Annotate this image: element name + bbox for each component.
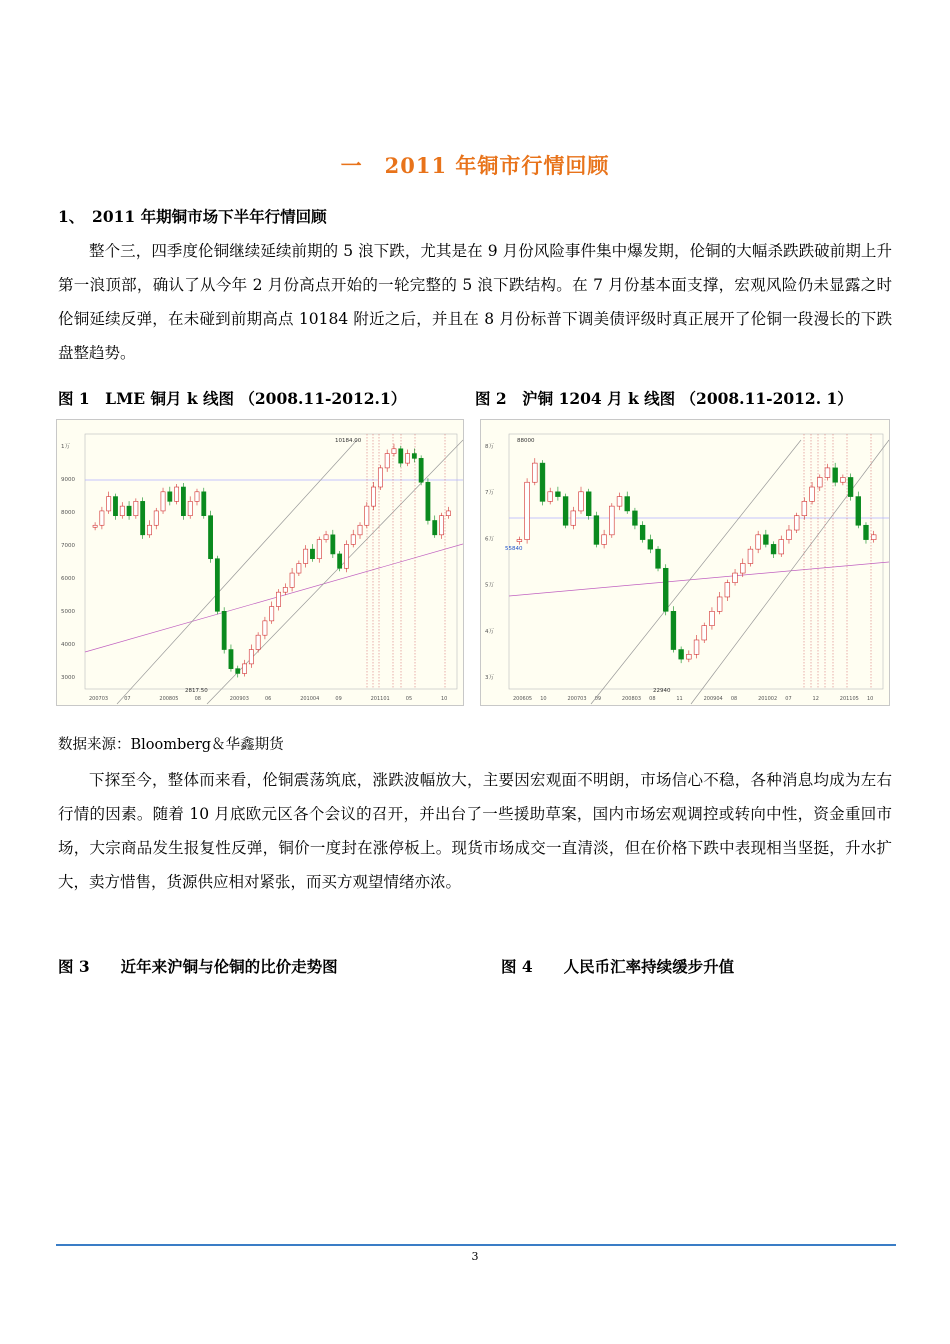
y-tick-label: 8万: [485, 444, 494, 450]
x-tick-label: 09: [335, 696, 342, 702]
candle-body: [563, 497, 568, 526]
y-tick-label: 6000: [61, 576, 75, 582]
candle-body: [633, 511, 638, 525]
candle-body: [763, 535, 768, 545]
figure-1-caption: 图 1 LME 铜月 k 线图 （2008.11-2012.1）: [58, 389, 407, 408]
candle-body: [794, 516, 799, 530]
candle-body: [405, 454, 409, 464]
y-tick-label: 8000: [61, 510, 75, 516]
candle-body: [276, 592, 280, 606]
candle-body: [297, 564, 301, 574]
paragraph-1: 整个三，四季度伦铜继续延续前期的 5 浪下跌，尤其是在 9 月份风险事件集中爆发期，伦铜的大幅杀跌跌破前期上升第一浪顶部，确认了从今年 2 月份高点开始的一轮完整的 5 浪下跌结构。在 7 月份基本面支撑，宏观风险仍未显露之时伦铜延续反弹，在未碰到前期高点 10184 附近之后，并且在 8 月份标普下调美债评级时真正展开了伦铜一段漫长的下跌盘整趋势。: [58, 242, 892, 362]
y-tick-label: 5万: [485, 582, 494, 589]
x-tick-label: 10: [441, 696, 448, 702]
candle-body: [439, 516, 443, 535]
candle-body: [556, 492, 561, 497]
candle-body: [181, 487, 185, 516]
x-tick-label: 201105: [839, 696, 859, 702]
x-tick-label: 200904: [703, 696, 723, 702]
shfe-copper-1204-monthly-kline-chart: [480, 419, 890, 706]
x-tick-label: 08: [649, 696, 656, 702]
y-tick-label: 4万: [485, 628, 494, 635]
x-tick-label: 201004: [300, 696, 320, 702]
sub-heading: 1、 2011 年期铜市场下半年行情回顾: [58, 207, 327, 226]
candle-body: [717, 597, 722, 611]
candle-body: [810, 487, 815, 501]
x-tick-label: 10: [867, 696, 874, 702]
figure-2-caption: 图 2 沪铜 1204 月 k 线图 （2008.11-2012. 1）: [475, 389, 853, 408]
candle-body: [168, 492, 172, 502]
candle-body: [602, 535, 607, 545]
candle-body: [161, 492, 165, 511]
x-tick-label: 07: [124, 696, 131, 702]
candle-body: [840, 477, 845, 482]
candle-body: [229, 650, 233, 669]
candle-body: [856, 497, 861, 526]
candle-body: [188, 501, 192, 515]
paragraph-2: 下探至今，整体而来看，伦铜震荡筑底，涨跌波幅放大，主要因宏观面不明朗，市场信心不稳，各种消息均成为左右行情的因素。随着 10 月底欧元区各个会议的召开，并出台了一些援助草案，国内市场宏观调控或转向中性，资金重回市场，大宗商品发生报复性反弹，铜价一度封在涨停板上。现货市场成交一直清淡，但在价格下跌中表现相当坚挺，升水扩大，卖方惜售，货源供应相对紧张，而买方观望情绪亦浓。: [58, 771, 892, 891]
candle-body: [120, 506, 124, 516]
x-tick-label: 201002: [758, 696, 778, 702]
trend-line: [509, 562, 889, 596]
lme-copper-monthly-kline-chart: [56, 419, 464, 706]
x-tick-label: 200605: [513, 696, 533, 702]
candle-body: [679, 650, 684, 660]
y-tick-label: 5000: [61, 609, 75, 615]
candle-body: [517, 540, 522, 542]
candle-body: [625, 497, 630, 511]
y-tick-label: 3000: [61, 675, 75, 681]
candle-body: [779, 540, 784, 554]
y-tick-label: 6万: [485, 536, 494, 543]
y-tick-label: 3万: [485, 675, 494, 681]
candle-body: [304, 549, 308, 563]
candle-body: [710, 611, 715, 625]
candle-body: [594, 516, 599, 545]
candle-body: [270, 607, 274, 621]
candle-body: [147, 525, 151, 535]
candle-body: [848, 477, 853, 496]
x-tick-label: 08: [730, 696, 738, 702]
candle-body: [154, 511, 158, 525]
y-tick-label: 9000: [61, 477, 75, 483]
candle-body: [236, 669, 240, 674]
candle-body: [871, 535, 876, 540]
trend-line: [117, 440, 357, 704]
candle-body: [702, 626, 707, 640]
candle-body: [324, 535, 328, 540]
y-tick-label: 4000: [61, 642, 75, 648]
candle-body: [656, 549, 661, 568]
trend-line: [591, 440, 801, 704]
figure-4-caption: 图 4 人民币汇率持续缓步升值: [501, 957, 735, 976]
section-title: 一 2011 年铜市行情回顾: [340, 153, 610, 178]
candle-body: [371, 487, 375, 506]
candle-body: [617, 497, 622, 507]
candle-body: [263, 621, 267, 635]
candle-body: [686, 654, 691, 659]
x-tick-label: 201101: [370, 696, 390, 702]
candle-body: [825, 468, 830, 478]
x-tick-label: 09: [594, 696, 602, 702]
candle-body: [344, 544, 348, 568]
candle-body: [93, 525, 97, 527]
candle-body: [141, 501, 145, 534]
candle-body: [579, 492, 584, 511]
candle-body: [127, 506, 131, 516]
high-price-label: 88000: [517, 438, 535, 444]
candle-body: [392, 449, 396, 454]
candle-body: [426, 482, 430, 520]
x-tick-label: 10: [540, 696, 547, 702]
candle-body: [694, 640, 699, 654]
data-source: 数据来源：Bloomberg＆华鑫期货: [58, 737, 284, 753]
candle-body: [202, 492, 206, 516]
candle-body: [249, 650, 253, 664]
y-tick-label: 1万: [61, 444, 70, 450]
candle-body: [609, 506, 614, 535]
candle-body: [378, 468, 382, 487]
candle-body: [525, 482, 530, 539]
figure-3-caption: 图 3 近年来沪铜与伦铜的比价走势图: [58, 957, 338, 976]
page-number: 3: [471, 1250, 479, 1263]
candle-body: [756, 535, 761, 549]
candle-body: [771, 544, 776, 554]
candle-body: [446, 511, 450, 516]
candle-body: [748, 549, 753, 563]
candle-body: [864, 525, 869, 539]
candle-body: [290, 573, 294, 587]
candle-body: [787, 530, 792, 540]
candle-body: [740, 564, 745, 574]
x-tick-label: 200803: [621, 696, 642, 702]
candle-body: [195, 492, 199, 502]
x-tick-label: 200903: [229, 696, 249, 702]
candle-body: [586, 492, 591, 516]
candle-body: [208, 516, 212, 559]
candle-body: [134, 501, 138, 515]
candle-body: [802, 501, 807, 515]
x-tick-label: 05: [405, 696, 413, 702]
candle-body: [733, 573, 738, 583]
x-tick-label: 12: [812, 696, 819, 702]
y-tick-label: 7万: [485, 490, 494, 497]
candle-body: [419, 458, 423, 482]
candle-body: [365, 506, 369, 525]
candle-body: [412, 454, 416, 459]
candle-body: [433, 520, 437, 534]
candle-body: [338, 554, 342, 568]
footer-rule: [56, 1244, 896, 1246]
x-tick-label: 06: [265, 696, 272, 702]
candle-body: [399, 449, 403, 463]
y-tick-label: 7000: [61, 543, 75, 549]
candle-body: [648, 540, 653, 550]
x-tick-label: 08: [194, 696, 201, 702]
x-tick-label: 11: [676, 696, 683, 702]
candle-body: [833, 468, 838, 482]
trend-line: [691, 440, 889, 704]
candle-body: [640, 525, 645, 539]
candle-body: [317, 540, 321, 559]
candle-body: [548, 492, 553, 502]
low-price-label: 2817.50: [185, 688, 208, 694]
candle-body: [817, 477, 822, 487]
candle-body: [671, 611, 676, 649]
candle-body: [532, 463, 537, 482]
candle-body: [540, 463, 545, 501]
candle-body: [113, 497, 117, 516]
candle-body: [175, 487, 179, 501]
candle-body: [310, 549, 314, 559]
candle-body: [256, 635, 260, 649]
x-tick-label: 200805: [159, 696, 179, 702]
x-tick-label: 07: [785, 696, 792, 702]
candle-body: [100, 511, 104, 525]
candle-body: [215, 559, 219, 612]
candle-body: [331, 535, 335, 554]
trend-line: [85, 544, 463, 652]
candle-body: [242, 664, 246, 674]
x-tick-label: 200703: [567, 696, 587, 702]
low-price-label: 22940: [653, 688, 671, 694]
candle-body: [107, 497, 111, 511]
candle-body: [663, 568, 668, 611]
high-price-label: 10184.00: [335, 438, 362, 444]
candle-body: [385, 454, 389, 468]
candle-body: [725, 583, 730, 597]
candle-body: [283, 587, 287, 592]
x-tick-label: 200703: [89, 696, 109, 702]
candle-body: [222, 611, 226, 649]
current-price-label: 55840: [505, 546, 523, 552]
candle-body: [571, 511, 576, 525]
candle-body: [351, 535, 355, 545]
candle-body: [358, 525, 362, 535]
